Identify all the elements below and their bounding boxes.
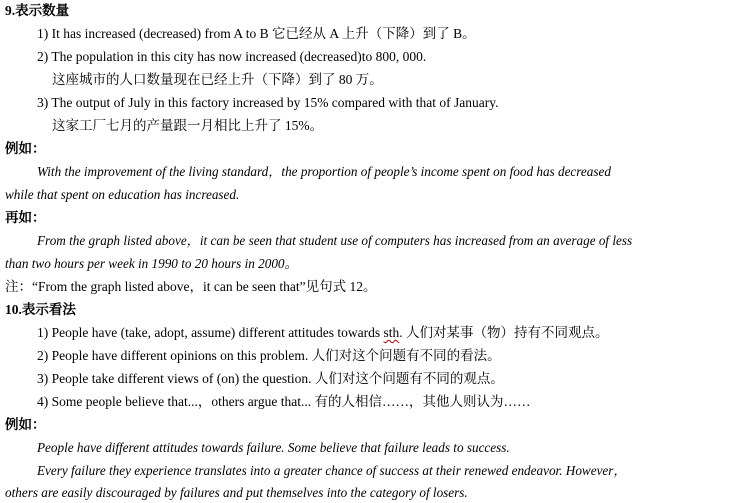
sec9-example-2-line-2: than two hours per week in 1990 to 20 hours in 2000。 (5, 256, 298, 271)
sec9-item-3-translation: 这家工厂七月的产量跟一月相比上升了 15%。 (52, 118, 324, 133)
sec10-item-1-end: . 人们对某事（物）持有不同观点。 (399, 325, 609, 340)
sec10-item-1 (37, 325, 609, 341)
sec9-example-2-label: 再如： (5, 210, 46, 225)
sec10-example-line-3: others are easily discouraged by failures and put themselves into the category of losers. (5, 485, 468, 500)
sec9-example-2-line-1: From the graph listed above，it can be seen that student use of computers has increased from an average of less (37, 233, 633, 248)
sec10-example-line-2: Every failure they experience translates into a greater chance of success at their renewed endeavor. However， (37, 463, 627, 478)
sec9-item-2-translation: 这座城市的人口数量现在已经上升（下降）到了 80 万。 (52, 72, 383, 87)
section-9-heading: 9.表示数量 (5, 3, 70, 18)
sec10-item-4: 4) Some people believe that...，others argue that... 有的人相信……，其他人则认为…… (37, 394, 531, 409)
sec10-item-3: 3) People take different views of (on) the question. 人们对这个问题有不同的观点。 (37, 371, 504, 386)
sec9-example-1-line-1: With the improvement of the living standard，the proportion of people’s income spent on food has decreased (37, 164, 611, 179)
sec9-example-1-line-2: while that spent on education has increased. (5, 187, 240, 202)
sec10-example-line-1: People have different attitudes towards failure. Some believe that failure leads to success. (37, 440, 510, 455)
sec10-example-label: 例如： (5, 417, 46, 432)
sec10-item-2: 2) People have different opinions on this problem. 人们对这个问题有不同的看法。 (37, 348, 501, 363)
sec10-item-1-start: 1) People have (take, adopt, assume) different attitudes towards (37, 325, 384, 340)
sec9-example-label: 例如： (5, 141, 46, 156)
spellcheck-word-sth: sth (383, 325, 400, 340)
sec9-note: 注：“From the graph listed above，it can be seen that”见句式 12。 (5, 279, 377, 294)
sec9-item-2: 2) The population in this city has now increased (decreased)to 800, 000. (37, 49, 427, 64)
section-10-heading: 10.表示看法 (5, 302, 76, 317)
sec9-item-3: 3) The output of July in this factory increased by 15% compared with that of January. (37, 95, 499, 110)
sec9-item-1: 1) It has increased (decreased) from A to B 它已经从 A 上升（下降）到了 B。 (37, 26, 476, 41)
